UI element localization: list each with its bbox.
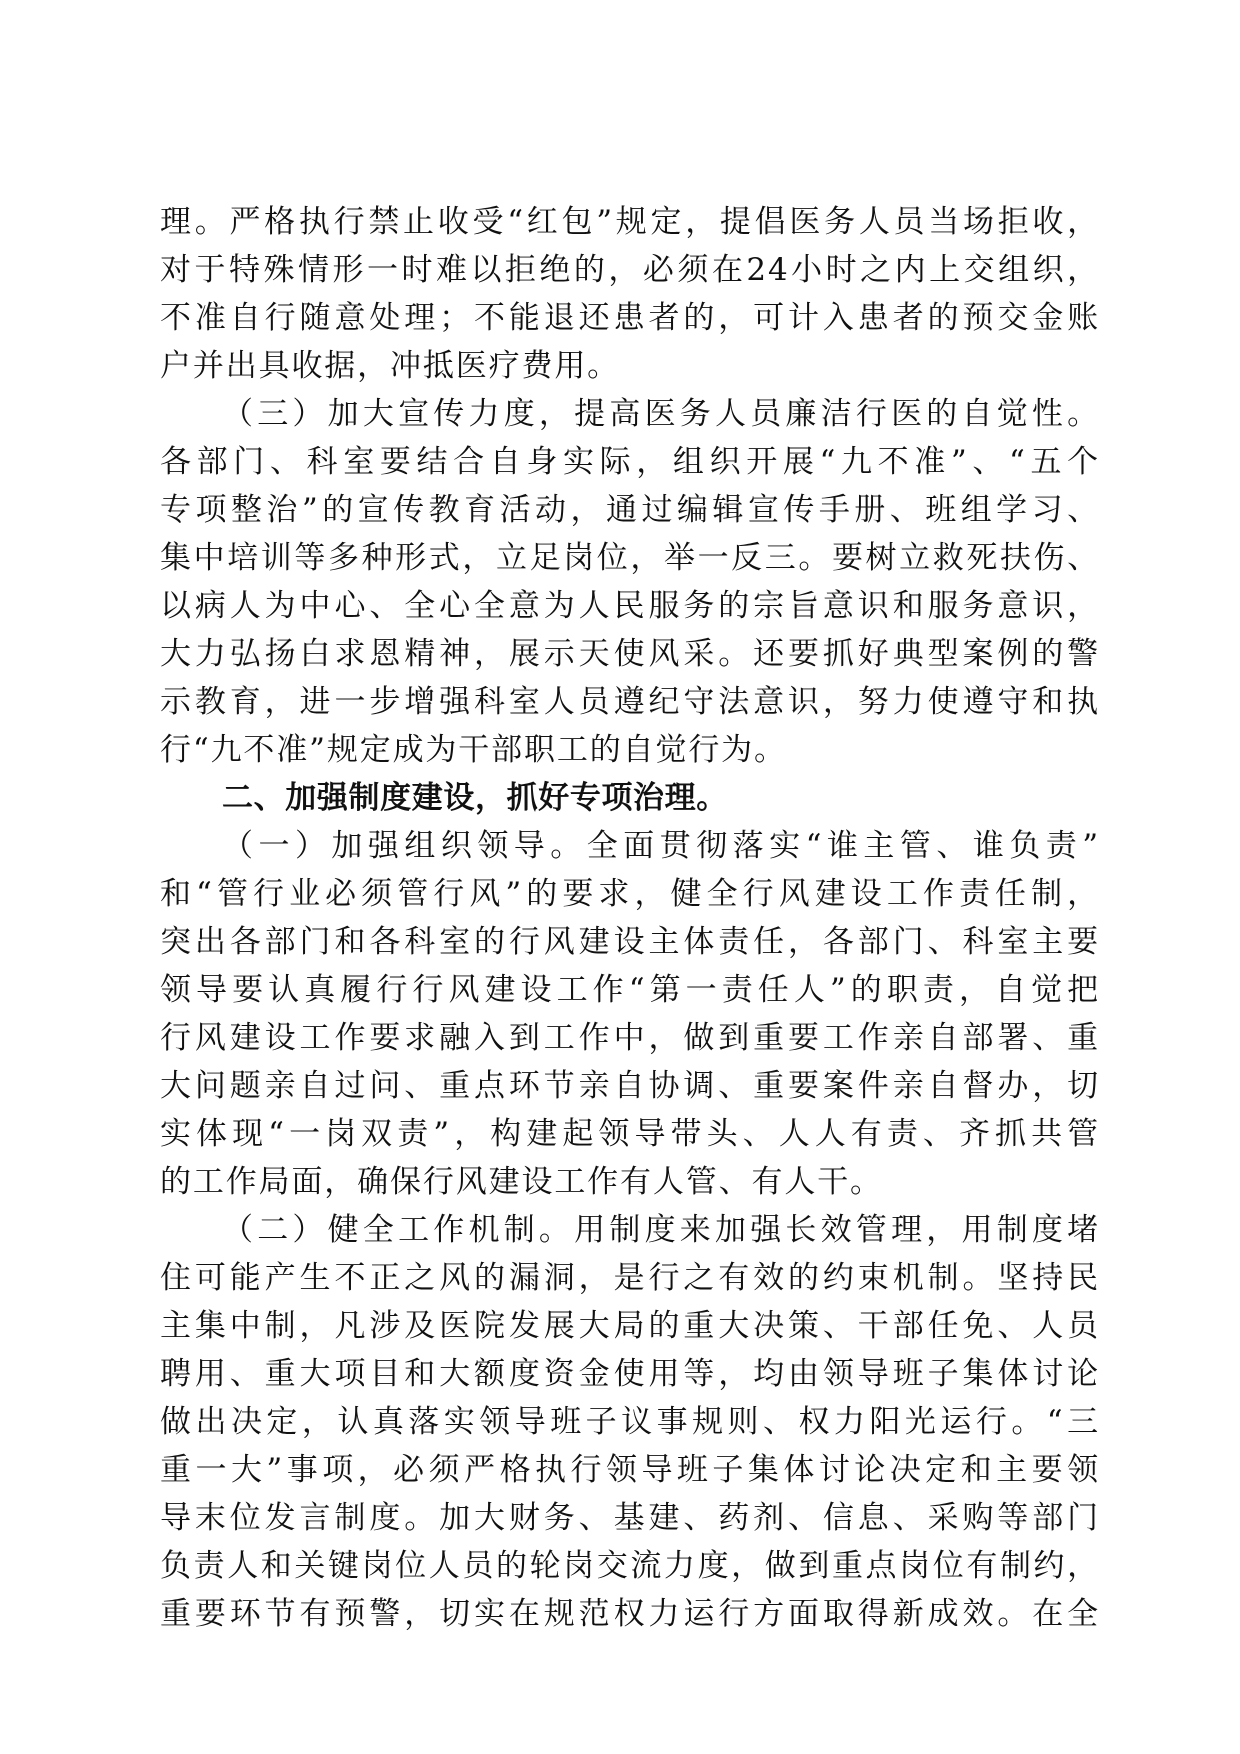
text-line: 突出各部门和各科室的行风建设主体责任，各部门、科室主要 — [160, 924, 1100, 960]
text-line: 住可能产生不正之风的漏洞，是行之有效的约束机制。坚持民 — [160, 1260, 1100, 1296]
text-line: 专项整治”的宣传教育活动，通过编辑宣传手册、班组学习、 — [160, 492, 1100, 528]
text-line: 负责人和关键岗位人员的轮岗交流力度，做到重点岗位有制约， — [160, 1548, 1100, 1584]
text-line: 理。严格执行禁止收受“红包”规定，提倡医务人员当场拒收， — [160, 204, 1100, 240]
text-line: 聘用、重大项目和大额度资金使用等，均由领导班子集体讨论 — [160, 1356, 1100, 1392]
text-line: 导末位发言制度。加大财务、基建、药剂、信息、采购等部门 — [160, 1500, 1100, 1536]
text-line: 不准自行随意处理；不能退还患者的，可计入患者的预交金账 — [160, 300, 1100, 336]
text-line: 实体现“一岗双责”，构建起领导带头、人人有责、齐抓共管 — [160, 1116, 1100, 1152]
section-heading-2: 二、加强制度建设，抓好专项治理。 — [222, 780, 728, 816]
text-line: 和“管行业必须管行风”的要求，健全行风建设工作责任制， — [160, 876, 1100, 912]
text-line: 示教育，进一步增强科室人员遵纪守法意识，努力使遵守和执 — [160, 684, 1100, 720]
text-line: 行风建设工作要求融入到工作中，做到重要工作亲自部署、重 — [160, 1020, 1100, 1056]
text-line: 户并出具收据，冲抵医疗费用。 — [160, 348, 621, 384]
text-line: 做出决定，认真落实领导班子议事规则、权力阳光运行。“三 — [160, 1404, 1100, 1440]
paragraph-first-line: （二）健全工作机制。用制度来加强长效管理，用制度堵 — [222, 1212, 1100, 1248]
text-line: 主集中制，凡涉及医院发展大局的重大决策、干部任免、人员 — [160, 1308, 1100, 1344]
text-line: 各部门、科室要结合自身实际，组织开展“九不准”、“五个 — [160, 444, 1100, 480]
text-line: 以病人为中心、全心全意为人民服务的宗旨意识和服务意识， — [160, 588, 1100, 624]
text-line: 大力弘扬白求恩精神，展示天使风采。还要抓好典型案例的警 — [160, 636, 1100, 672]
text-line: 大问题亲自过问、重点环节亲自协调、重要案件亲自督办，切 — [160, 1068, 1100, 1104]
text-line: 重要环节有预警，切实在规范权力运行方面取得新成效。在全 — [160, 1596, 1100, 1632]
section-subheading-3: （三）加大宣传力度，提高医务人员廉洁行医的自觉性。 — [222, 396, 1100, 432]
text-line: 行“九不准”规定成为干部职工的自觉行为。 — [160, 732, 787, 768]
text-line: 集中培训等多种形式，立足岗位，举一反三。要树立救死扶伤、 — [160, 540, 1100, 576]
text-line: 领导要认真履行行风建设工作“第一责任人”的职责，自觉把 — [160, 972, 1100, 1008]
text-line: 的工作局面，确保行风建设工作有人管、有人干。 — [160, 1164, 883, 1200]
text-line: 对于特殊情形一时难以拒绝的，必须在24小时之内上交组织， — [160, 252, 1100, 288]
text-line: 重一大”事项，必须严格执行领导班子集体讨论决定和主要领 — [160, 1452, 1100, 1488]
paragraph-first-line: （一）加强组织领导。全面贯彻落实“谁主管、谁负责” — [222, 828, 1100, 864]
